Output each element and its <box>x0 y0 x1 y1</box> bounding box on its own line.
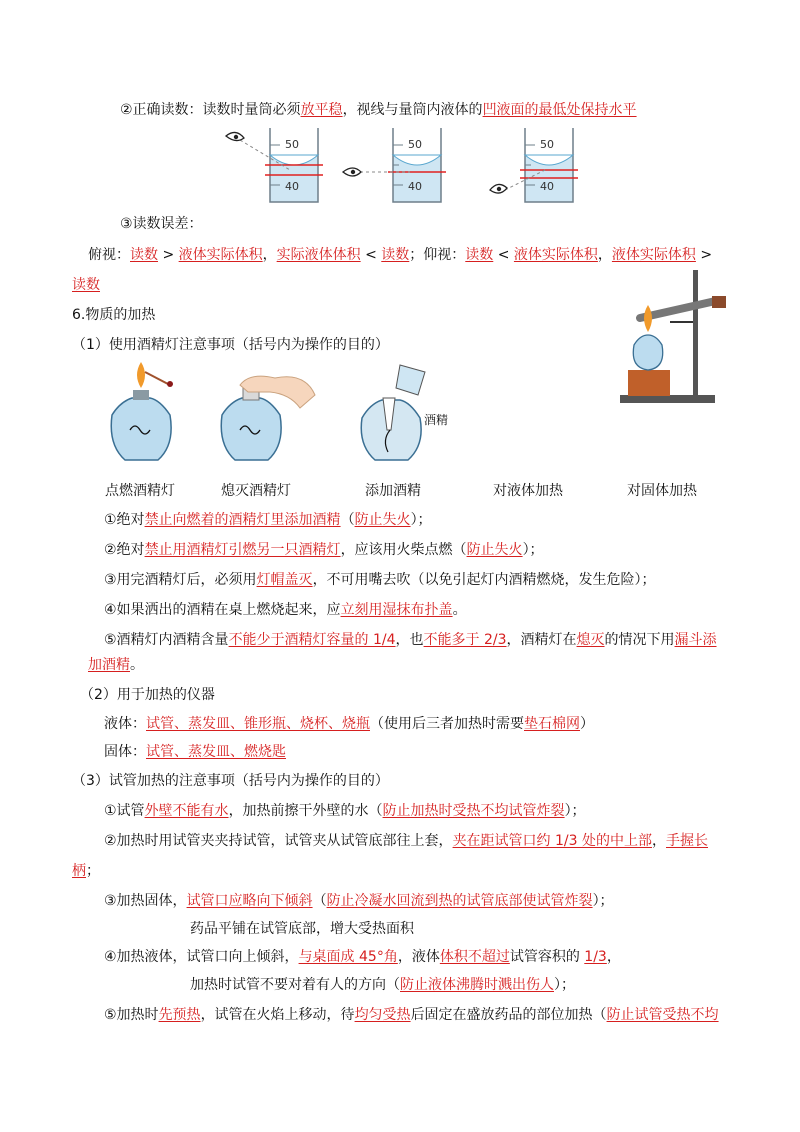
subsection-test-tube: （3）试管加热的注意事项（括号内为操作的目的） <box>72 773 389 789</box>
tube-rule-4: ④加热液体，试管口向上倾斜，与桌面成 45°角，液体体积不超过试管容积的 1/3， <box>104 949 621 965</box>
error-line: 俯视：读数 > 液体实际体积，实际液体体积 < 读数；仰视：读数 < 液体实际体积，液体实际体积 > <box>88 247 713 263</box>
subsection-instruments: （2）用于加热的仪器 <box>80 687 215 703</box>
alcohol-label: 酒精 <box>424 413 449 427</box>
scale-50-c: 50 <box>540 138 554 151</box>
lamp-rule-1: ①绝对禁止向燃着的酒精灯里添加酒精（防止失火）； <box>104 512 432 528</box>
lamp-rule-5: ⑤酒精灯内酒精含量不能少于酒精灯容量的 1/4，也不能多于 2/3，酒精灯在熄灭的情况下用漏斗添 <box>104 632 717 648</box>
tube-rule-1: ①试管外壁不能有水，加热前擦干外壁的水（防止加热时受热不均试管炸裂）； <box>104 803 586 819</box>
error-wrap: 读数 <box>72 277 100 293</box>
reading-instruction: ②正确读数：读数时量筒必须放平稳，视线与量筒内液体的凹液面的最低处保持水平 <box>120 102 637 118</box>
tube-rule-2-wrap: 柄； <box>72 863 100 879</box>
stand-solid-heating-drawing <box>620 270 726 403</box>
liquid-instruments: 液体：试管、蒸发皿、锥形瓶、烧杯、烧瓶（使用后三者加热时需要垫石棉网） <box>104 716 594 732</box>
lamp-rule-3: ③用完酒精灯后，必须用灯帽盖灭，不可用嘴去吹（以免引起灯内酒精燃烧，发生危险）； <box>104 572 656 588</box>
tube-rule-5: ⑤加热时先预热，试管在火焰上移动，待均匀受热后固定在盛放药品的部位加热（防止试管受热不均 <box>104 1007 719 1023</box>
caption-add-alcohol: 添加酒精 <box>365 483 421 499</box>
solid-instruments: 固体：试管、蒸发皿、燃烧匙 <box>104 744 286 760</box>
scale-40-a: 40 <box>285 180 299 193</box>
add-alcohol-drawing <box>361 365 425 460</box>
tube-rule-2: ②加热时用试管夹夹持试管，试管夹从试管底部往上套，夹在距试管口约 1/3 处的中上部，手握长 <box>104 833 708 849</box>
caption-light-lamp: 点燃酒精灯 <box>105 483 175 499</box>
light-lamp-drawing <box>111 362 173 460</box>
scale-40-c: 40 <box>540 180 554 193</box>
lamp-rule-4: ④如果洒出的酒精在桌上燃烧起来，应立刻用湿抹布扑盖。 <box>104 602 467 618</box>
error-title: ③读数误差： <box>120 216 203 232</box>
extinguish-lamp-drawing <box>221 376 315 460</box>
scale-50-a: 50 <box>285 138 299 151</box>
scale-50-b: 50 <box>408 138 422 151</box>
caption-solid-heating: 对固体加热 <box>627 483 697 499</box>
tube-rule-3-note: 药品平铺在试管底部，增大受热面积 <box>190 921 414 937</box>
scale-40-b: 40 <box>408 180 422 193</box>
lamp-diagrams <box>0 0 800 470</box>
subsection-lamp: （1）使用酒精灯注意事项（括号内为操作的目的） <box>72 337 389 353</box>
lamp-rule-5-wrap: 加酒精。 <box>88 657 144 673</box>
tube-rule-3: ③加热固体，试管口应略向下倾斜（防止冷凝水回流到热的试管底部使试管炸裂）； <box>104 893 614 909</box>
lamp-rule-2: ②绝对禁止用酒精灯引燃另一只酒精灯，应该用火柴点燃（防止失火）； <box>104 542 544 558</box>
section-heating: 6.物质的加热 <box>72 307 156 323</box>
caption-extinguish-lamp: 熄灭酒精灯 <box>221 483 291 499</box>
caption-liquid-heating: 对液体加热 <box>493 483 563 499</box>
tube-rule-4-note: 加热时试管不要对着有人的方向（防止液体沸腾时溅出伤人）； <box>190 977 575 993</box>
